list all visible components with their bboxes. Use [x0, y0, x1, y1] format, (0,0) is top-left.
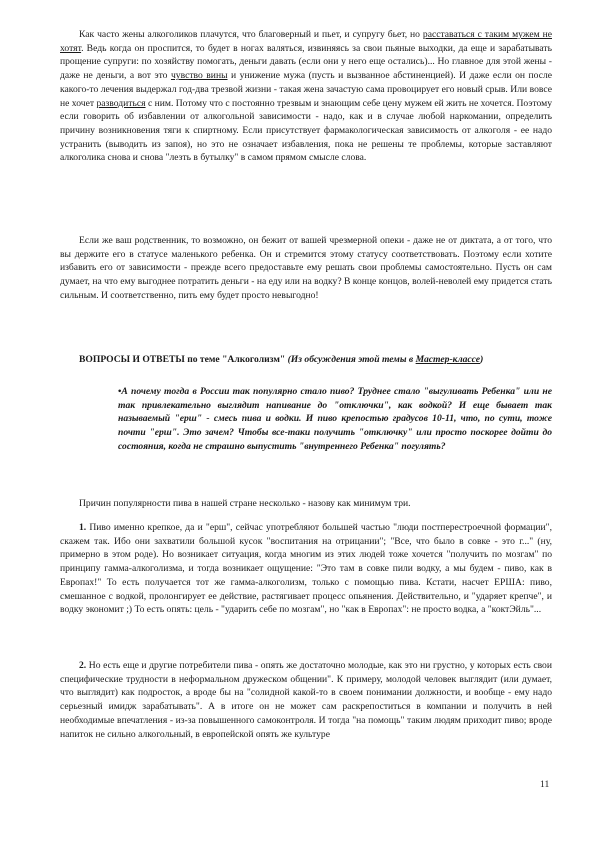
underlined-phrase: расставаться с таким мужем не хотят — [60, 29, 552, 54]
paragraph-2: Если же ваш родственник, то возможно, он бежит от вашей чрезмерной опеки - даже не от диктата, а от того, что вы держите его в статусе маленького ребенка. Он и стремится этому статусу соответствовать. Поэтому если хотите избавить его от зависимости - прежде всего предоставьте ему решать свои проблемы самостоятельно. Пусть он сам думает, на что ему выгоднее потратить деньги - на еду или на водку? В конце концов, волей-неволей ему придется стать сильным. И соответственно, пить ему будет просто невыгодно! — [60, 235, 552, 301]
text-run: . Ведь когда он проспится, то будет в ногах валяться, извиняясь за свои пьяные выходки, да еще и зарабатывать прощение супруги: по хозяйству помогать, деньги давать (если они у него еще остались)... Но главное для этой жены - даже не деньги, а вот это — [60, 42, 552, 82]
item-number: 1. — [79, 522, 87, 533]
item-text: Пиво именно крепкое, да и "ерш", сейчас употребляют большей частью "люди постперестроечной формации", скажем так. Ибо они захватили большой кусок "воспитания на отрицании"; "Все, что было в совке - это г..." (ну, примерно в этом роде). Но возникает ситуация, когда многим из этих людей тоже хочется "получить по мозгам" по принципу гамма-алкоголизма, и тогда возникает ощущение: "Это там в совке пили водку, а мы будем - пиво, как в Европах!" То есть получается тот же гамма-алкоголизм, только с помощью пива. Кстати, насчет ЕРША: пиво, смешанное с водкой, пролонгирует ее действие, растягивает процесс опьянения. Действительно, и "ударяет крепче", и водку экономит ;) То есть опять: цель - "ударить себе по мозгам", но "как в Европах": не просто водка, а "коктЭйль"... — [60, 522, 552, 616]
answer-item-1 — [60, 521, 552, 617]
underlined-phrase: чувство вины — [170, 70, 228, 82]
heading-bold: ВОПРОСЫ И ОТВЕТЫ — [79, 354, 185, 365]
heading-topic: по теме "Алкоголизм" — [184, 354, 288, 365]
heading-link-text: Мастер-классе — [415, 354, 481, 365]
item-text: Но есть еще и другие потребители пива - опять же достаточно молодые, как это ни грустно, у которых есть свои специфические трудности в неформальном дружеском общении". К примеру, молодой человек выглядит (или думает, что выглядит) как подросток, а вроде бы на "солидной какой-то в своем понимании должности, и вообще - ему надо серьезный имидж зарабатывать". А в итоге он не может сам раскрепоститься в компании и получить в ней необходимые впечатления - из-за повышенного самоконтроля. И тогда "на помощь" таким людям приходит пиво; вроде напиток не сильно алкогольный, в европейской опять же культуре — [60, 660, 552, 740]
item-number: 2. — [79, 660, 87, 671]
answer-item-2 — [60, 659, 552, 741]
question-text: А почему тогда в России так популярно стало пиво? Труднее стало "выгуливать Ребенка" или не так привлекательно выглядит напивание до "отключки", как водкой? И еще бывает так называемый "ерш" - смесь пива и водки. И пиво крепостью градусов 10-11, что, по сути, тоже почти "ерш". Это зачем? Чтобы все-таки получить "отключку" или просто поскорее дойти до состояния, когда не страшно выпустить "внутреннего Ребенка" погулять? — [118, 386, 552, 452]
text-run: с ним. Потому что с постоянно трезвым и знающим себе цену мужем ей жить не хочется. Поэтому если говорить об избавлении от алкогольной зависимости - надо, как и в случае любой наркомании, определить причину возникновения тяги к спиртному. Если присутствует фармакологическая зависимость от алкоголя - ее надо устранить (выводить из запоя), но это не означает избавления, пока не решены те проблемы, которые заставляют алкоголика снова и снова "лезть в бутылку" в самом прямом смысле слова. — [60, 97, 552, 164]
question-quote — [118, 385, 552, 454]
paragraph-1 — [60, 28, 552, 165]
underlined-phrase: разводиться — [96, 97, 146, 109]
text-run: и унижение мужа (пусть и вызванное абстиненцией). И даже если он после какого-то лечения выдержал год-два трезвой жизни - такая жена зачастую сама провоцирует его новый срыв. Или вовсе не хочет — [60, 70, 552, 109]
text-run: Как часто жены алкоголиков плачутся, что благоверный и пьет, и супругу бьет, но — [79, 29, 423, 40]
bullet-icon: • — [118, 386, 122, 397]
section-heading — [60, 353, 552, 367]
heading-source: (Из обсуждения этой темы в — [287, 354, 416, 365]
page-number: 11 — [540, 779, 550, 790]
heading-close: ) — [480, 354, 484, 365]
answer-intro: Причин популярности пива в нашей стране несколько - назову как минимум три. — [79, 498, 411, 509]
